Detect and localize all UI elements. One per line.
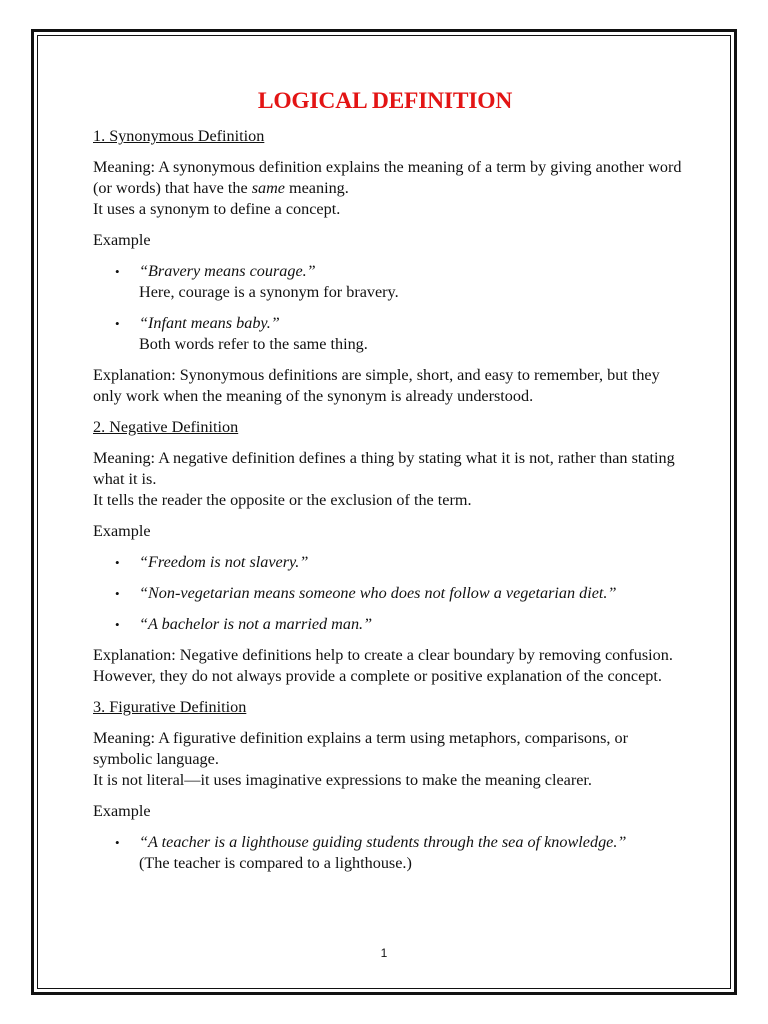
meaning-text-pre: Meaning: A synonymous definition explains the meaning of a term by giving another word (or words) that have the (93, 158, 682, 197)
meaning-text-line2: It tells the reader the opposite or the exclusion of the term. (93, 491, 472, 509)
list-item (93, 614, 685, 635)
section-explanation-synonymous: Explanation: Synonymous definitions are simple, short, and easy to remember, but they only work when the meaning of the synonym is already understood. (93, 366, 660, 405)
meaning-text-line2: It uses a synonym to define a concept. (93, 200, 341, 218)
example-quote: “A bachelor is not a married man.” (139, 615, 373, 633)
bullet-icon: • (115, 555, 120, 570)
section-heading-synonymous: 1. Synonymous Definition (93, 127, 265, 145)
section-meaning-negative (93, 448, 685, 511)
list-item (93, 832, 685, 874)
example-quote: “Freedom is not slavery.” (139, 553, 309, 571)
bullet-icon: • (115, 586, 120, 601)
meaning-text-post: meaning. (284, 179, 349, 197)
meaning-text-italic: same (251, 179, 285, 197)
page-title: LOGICAL DEFINITION (257, 88, 513, 114)
list-item (93, 552, 685, 573)
bullet-icon: • (115, 835, 120, 850)
section-heading-figurative: 3. Figurative Definition (93, 698, 247, 716)
section-heading-negative: 2. Negative Definition (93, 418, 239, 436)
example-list (93, 832, 685, 874)
section-meaning-figurative (93, 728, 685, 791)
section-explanation-negative: Explanation: Negative definitions help to create a clear boundary by removing confusion. However, they do not always provide a complete or positive explanation of the concept. (93, 646, 673, 685)
list-item (93, 583, 685, 604)
example-label: Example (93, 231, 151, 249)
bullet-icon: • (115, 264, 120, 279)
list-item (93, 313, 685, 355)
document-body (93, 86, 685, 884)
bullet-icon: • (115, 617, 120, 632)
meaning-text: Meaning: A negative definition defines a thing by stating what it is not, rather than stating what it is. (93, 449, 675, 488)
example-list (93, 552, 685, 635)
list-item (93, 261, 685, 303)
meaning-text-line2: It is not literal—it uses imaginative expressions to make the meaning clearer. (93, 771, 592, 789)
example-quote: “A teacher is a lighthouse guiding students through the sea of knowledge.” (139, 833, 627, 851)
example-quote: “Non-vegetarian means someone who does not follow a vegetarian diet.” (139, 584, 617, 602)
example-label: Example (93, 802, 151, 820)
meaning-text: Meaning: A figurative definition explains a term using metaphors, comparisons, or symbolic language. (93, 729, 628, 768)
page-number: 1 (380, 946, 388, 960)
section-meaning-synonymous (93, 157, 685, 220)
example-quote: “Infant means baby.” (139, 314, 280, 332)
example-quote: “Bravery means courage.” (139, 262, 316, 280)
bullet-icon: • (115, 316, 120, 331)
example-note: Both words refer to the same thing. (139, 335, 368, 353)
example-note: Here, courage is a synonym for bravery. (139, 283, 399, 301)
example-note: (The teacher is compared to a lighthouse.) (139, 854, 412, 872)
example-list (93, 261, 685, 355)
example-label: Example (93, 522, 151, 540)
